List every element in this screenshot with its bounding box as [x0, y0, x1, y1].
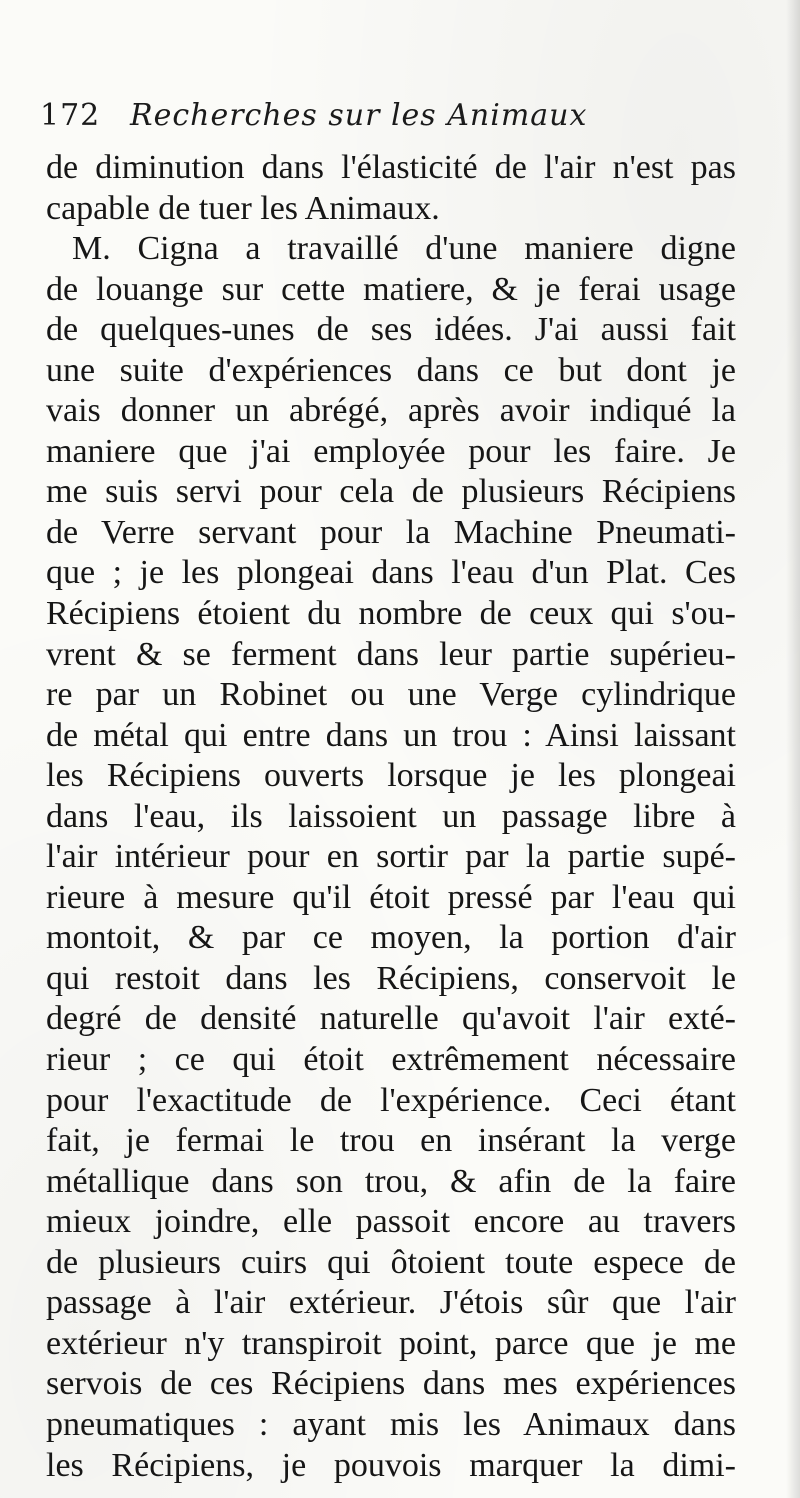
page-header: [40, 98, 740, 150]
text-line: extérieur n'y transpiroit point, parce que je me: [46, 1324, 736, 1362]
body-text: [46, 148, 736, 1486]
text-line: passage à l'air extérieur. J'étois sûr que l'air: [46, 1284, 736, 1322]
text-line: de plusieurs cuirs qui ôtoient toute espece de: [46, 1243, 736, 1281]
text-line: re par un Robinet ou une Verge cylindrique: [46, 676, 736, 714]
text-line: qui restoit dans les Récipiens, conservoit le: [46, 959, 736, 997]
text-line: de Verre servant pour la Machine Pneumati-: [46, 513, 736, 551]
text-line: maniere que j'ai employée pour les faire. Je: [46, 432, 736, 470]
text-line: de quelques-unes de ses idées. J'ai aussi fait: [46, 311, 736, 349]
text-line: les Récipiens, je pouvois marquer la dimi-: [46, 1446, 736, 1484]
text-line: mieux joindre, elle passoit encore au travers: [46, 1203, 736, 1241]
text-line: M. Cigna a travaillé d'une maniere digne: [72, 230, 736, 268]
text-line: capable de tuer les Animaux.: [46, 189, 440, 227]
text-line: vais donner un abrégé, après avoir indiqué la: [46, 392, 736, 430]
text-line: pour l'exactitude de l'expérience. Ceci étant: [46, 1081, 736, 1119]
text-line: degré de densité naturelle qu'avoit l'air exté-: [46, 1000, 736, 1038]
text-line: de métal qui entre dans un trou : Ainsi laissant: [46, 716, 736, 754]
text-line: métallique dans son trou, & afin de la faire: [46, 1162, 736, 1200]
text-line: que ; je les plongeai dans l'eau d'un Plat. Ces: [46, 554, 736, 592]
text-line: Récipiens étoient du nombre de ceux qui s'ou-: [46, 595, 736, 633]
text-line: de diminution dans l'élasticité de l'air n'est pas: [46, 149, 736, 186]
page-number: 172: [40, 98, 101, 133]
text-line: l'air intérieur pour en sortir par la partie supé-: [46, 838, 736, 876]
text-line: montoit, & par ce moyen, la portion d'air: [46, 919, 736, 957]
text-line: pneumatiques : ayant mis les Animaux dans: [46, 1405, 736, 1443]
text-line: rieur ; ce qui étoit extrêmement nécessaire: [46, 1041, 736, 1079]
page-edge-shadow: [786, 0, 800, 1498]
text-line: une suite d'expériences dans ce but dont je: [46, 351, 736, 389]
text-line: rieure à mesure qu'il étoit pressé par l'eau qui: [46, 878, 736, 916]
text-line: les Récipiens ouverts lorsque je les plongeai: [46, 757, 736, 795]
running-head: Recherches sur les Animaux: [130, 98, 588, 133]
text-line: fait, je fermai le trou en insérant la verge: [46, 1122, 736, 1160]
text-line: de louange sur cette matiere, & je ferai usage: [46, 270, 736, 308]
text-line: me suis servi pour cela de plusieurs Récipiens: [46, 473, 736, 511]
text-line: dans l'eau, ils laissoient un passage libre à: [46, 797, 736, 835]
text-line: vrent & se ferment dans leur partie supérieu-: [46, 635, 736, 673]
text-line: servois de ces Récipiens dans mes expériences: [46, 1365, 736, 1403]
